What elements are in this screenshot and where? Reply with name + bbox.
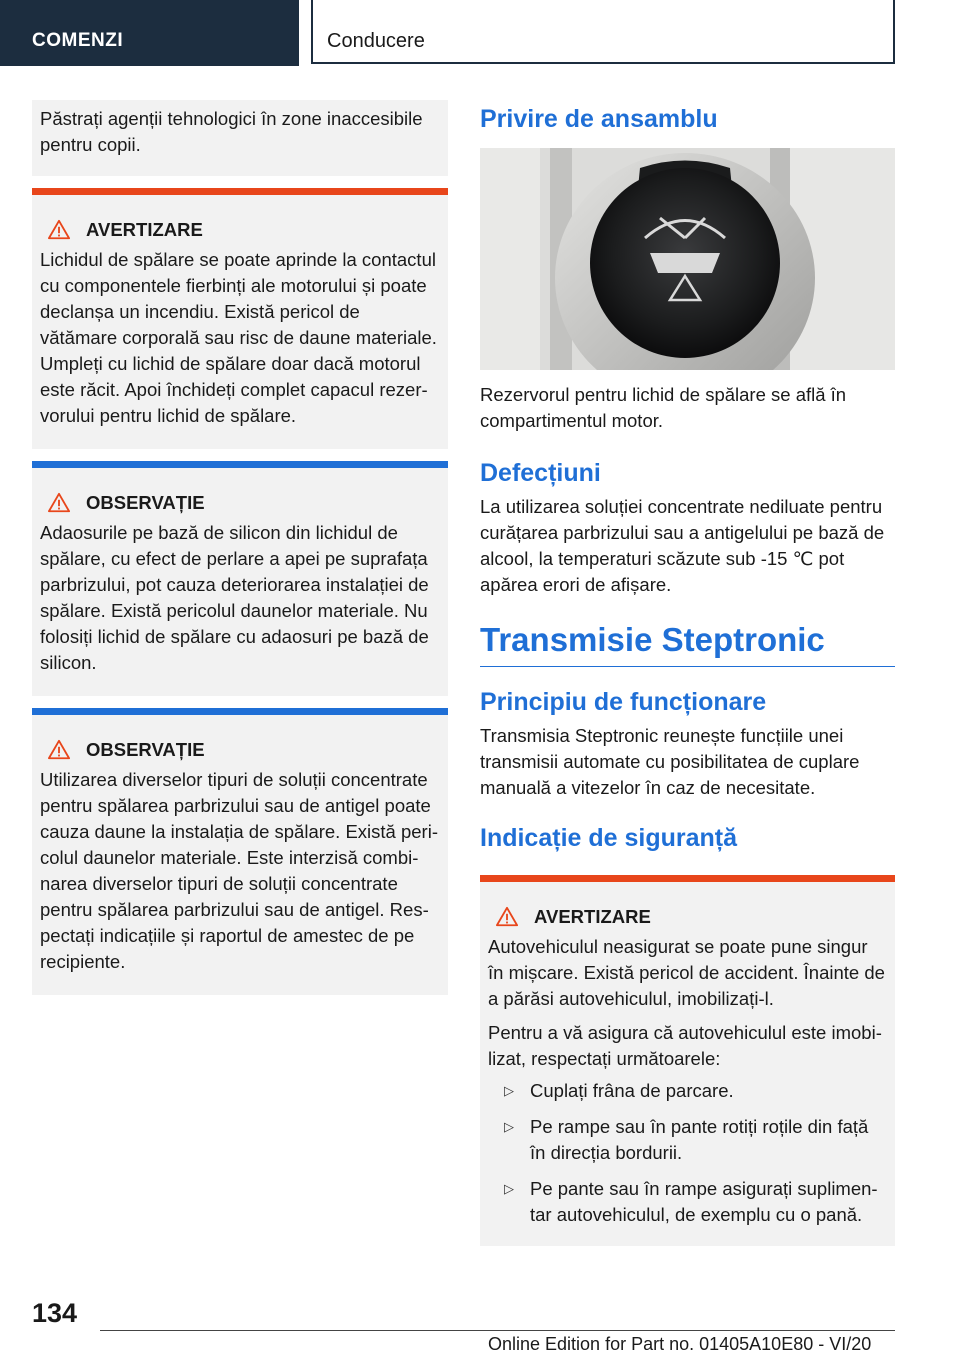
- note-text: Utilizarea diverselor tipuri de soluții concentrate pentru spălarea parbrizului sau de antigel poate cauza daune la instalația de spălare. Există pericolul daunelor materiale. Este interzisă combinarea diverselor tipuri de soluții concentrate pentru spălarea parbrizului sau de antigel. Respectați indicațiile și raportul de amestec de pe recipiente.: [40, 769, 438, 972]
- intro-box: [32, 100, 448, 176]
- note-box-silicon: [32, 461, 448, 696]
- triangle-right-bullet-icon: ▷: [504, 1181, 514, 1196]
- note-box-concentrates: [32, 708, 448, 995]
- warning-text: Lichidul de spălare se poate aprinde la contactul cu componentele fierbinți ale motorului și poate declanșa un incendiu. Există pericol de vătămare corporală sau risc de daune materiale. Umpleți cu lichid de spălare doar dacă motorul este răcit. Apoi închideți complet capacul rezervorului pentru lichid de spălare.: [40, 249, 437, 426]
- note-title: OBSERVAȚIE: [40, 737, 440, 763]
- overview-heading: Privire de ansamblu: [480, 105, 718, 133]
- note-text: Adaosurile pe bază de silicon din lichidul de spălare, cu efect de perlare a apei pe suprafața parbrizului, pot cauza deteriorarea instalației de spălare. Există pericolul daunelor materiale. Nu folosiți lichid de spălare cu adaosuri pe bază de silicon.: [40, 522, 429, 673]
- principle-heading: Principiu de funcționare: [480, 688, 767, 716]
- intro-text: Păstrați agenții tehnologici în zone inaccesibile pentru copii.: [40, 108, 423, 155]
- washer-fluid-cap-image: [480, 148, 895, 370]
- list-item: ▷ Cuplați frâna de parcare.: [488, 1078, 887, 1104]
- warning-text-secondary: Pentru a vă asigura că autovehiculul este imobilizat, respectați următoarele:: [488, 1022, 882, 1069]
- triangle-right-bullet-icon: ▷: [504, 1083, 514, 1098]
- faults-text: La utilizarea soluției concentrate nediluate pentru curățarea parbrizului sau a antigelului pe bază de alcool, la temperaturi scăzute sub -15 ℃ pot apărea erori de afișare.: [480, 496, 885, 595]
- warning-triangle-icon: [48, 492, 70, 514]
- warning-triangle-icon: [48, 739, 70, 761]
- page-number: 134: [32, 1298, 78, 1328]
- note-title: OBSERVAȚIE: [40, 490, 440, 516]
- section-title: COMENZI: [32, 30, 124, 51]
- warning-triangle-icon: [496, 906, 518, 928]
- chapter-tab: [311, 0, 895, 64]
- main-heading-steptronic: Transmisie Steptronic: [480, 618, 895, 667]
- safety-heading: Indicație de siguranță: [480, 824, 738, 852]
- washer-fluid-cap-drawing: [480, 148, 895, 370]
- warning-box-vehicle-securing: [480, 875, 895, 1246]
- overview-caption: Rezervorul pentru lichid de spălare se află în compartimentul motor.: [480, 384, 847, 431]
- securing-steps-list: [488, 1078, 887, 1228]
- section-tab: [0, 0, 299, 66]
- chapter-title: Conducere: [327, 30, 425, 52]
- warning-box-washer-fluid: [32, 188, 448, 449]
- warning-triangle-icon: [48, 219, 70, 241]
- list-item: ▷ Pe rampe sau în pante rotiți roțile din față în direcția bordurii.: [504, 1116, 869, 1163]
- footer-divider: [100, 1330, 895, 1331]
- faults-heading: Defecțiuni: [480, 459, 601, 487]
- warning-title: AVERTIZARE: [40, 217, 440, 243]
- list-item: ▷ Pe pante sau în rampe asigurați suplimentar autovehiculul, de exemplu cu o pană.: [504, 1178, 878, 1225]
- warning-title: AVERTIZARE: [488, 904, 887, 930]
- footer-edition: Online Edition for Part no. 01405A10E80 - VI/20: [488, 1334, 872, 1354]
- principle-text: Transmisia Steptronic reunește funcțiile unei transmisii automate cu posibilitatea de cuplare manuală a vitezelor în caz de necesitate.: [480, 725, 860, 798]
- warning-text: Autovehiculul neasigurat se poate pune singur în mișcare. Există pericol de accident. Înainte de a părăsi autovehiculul, imobilizați-l.: [488, 936, 885, 1009]
- left-column: [32, 100, 448, 995]
- right-column: [480, 102, 895, 1246]
- triangle-right-bullet-icon: ▷: [504, 1119, 514, 1134]
